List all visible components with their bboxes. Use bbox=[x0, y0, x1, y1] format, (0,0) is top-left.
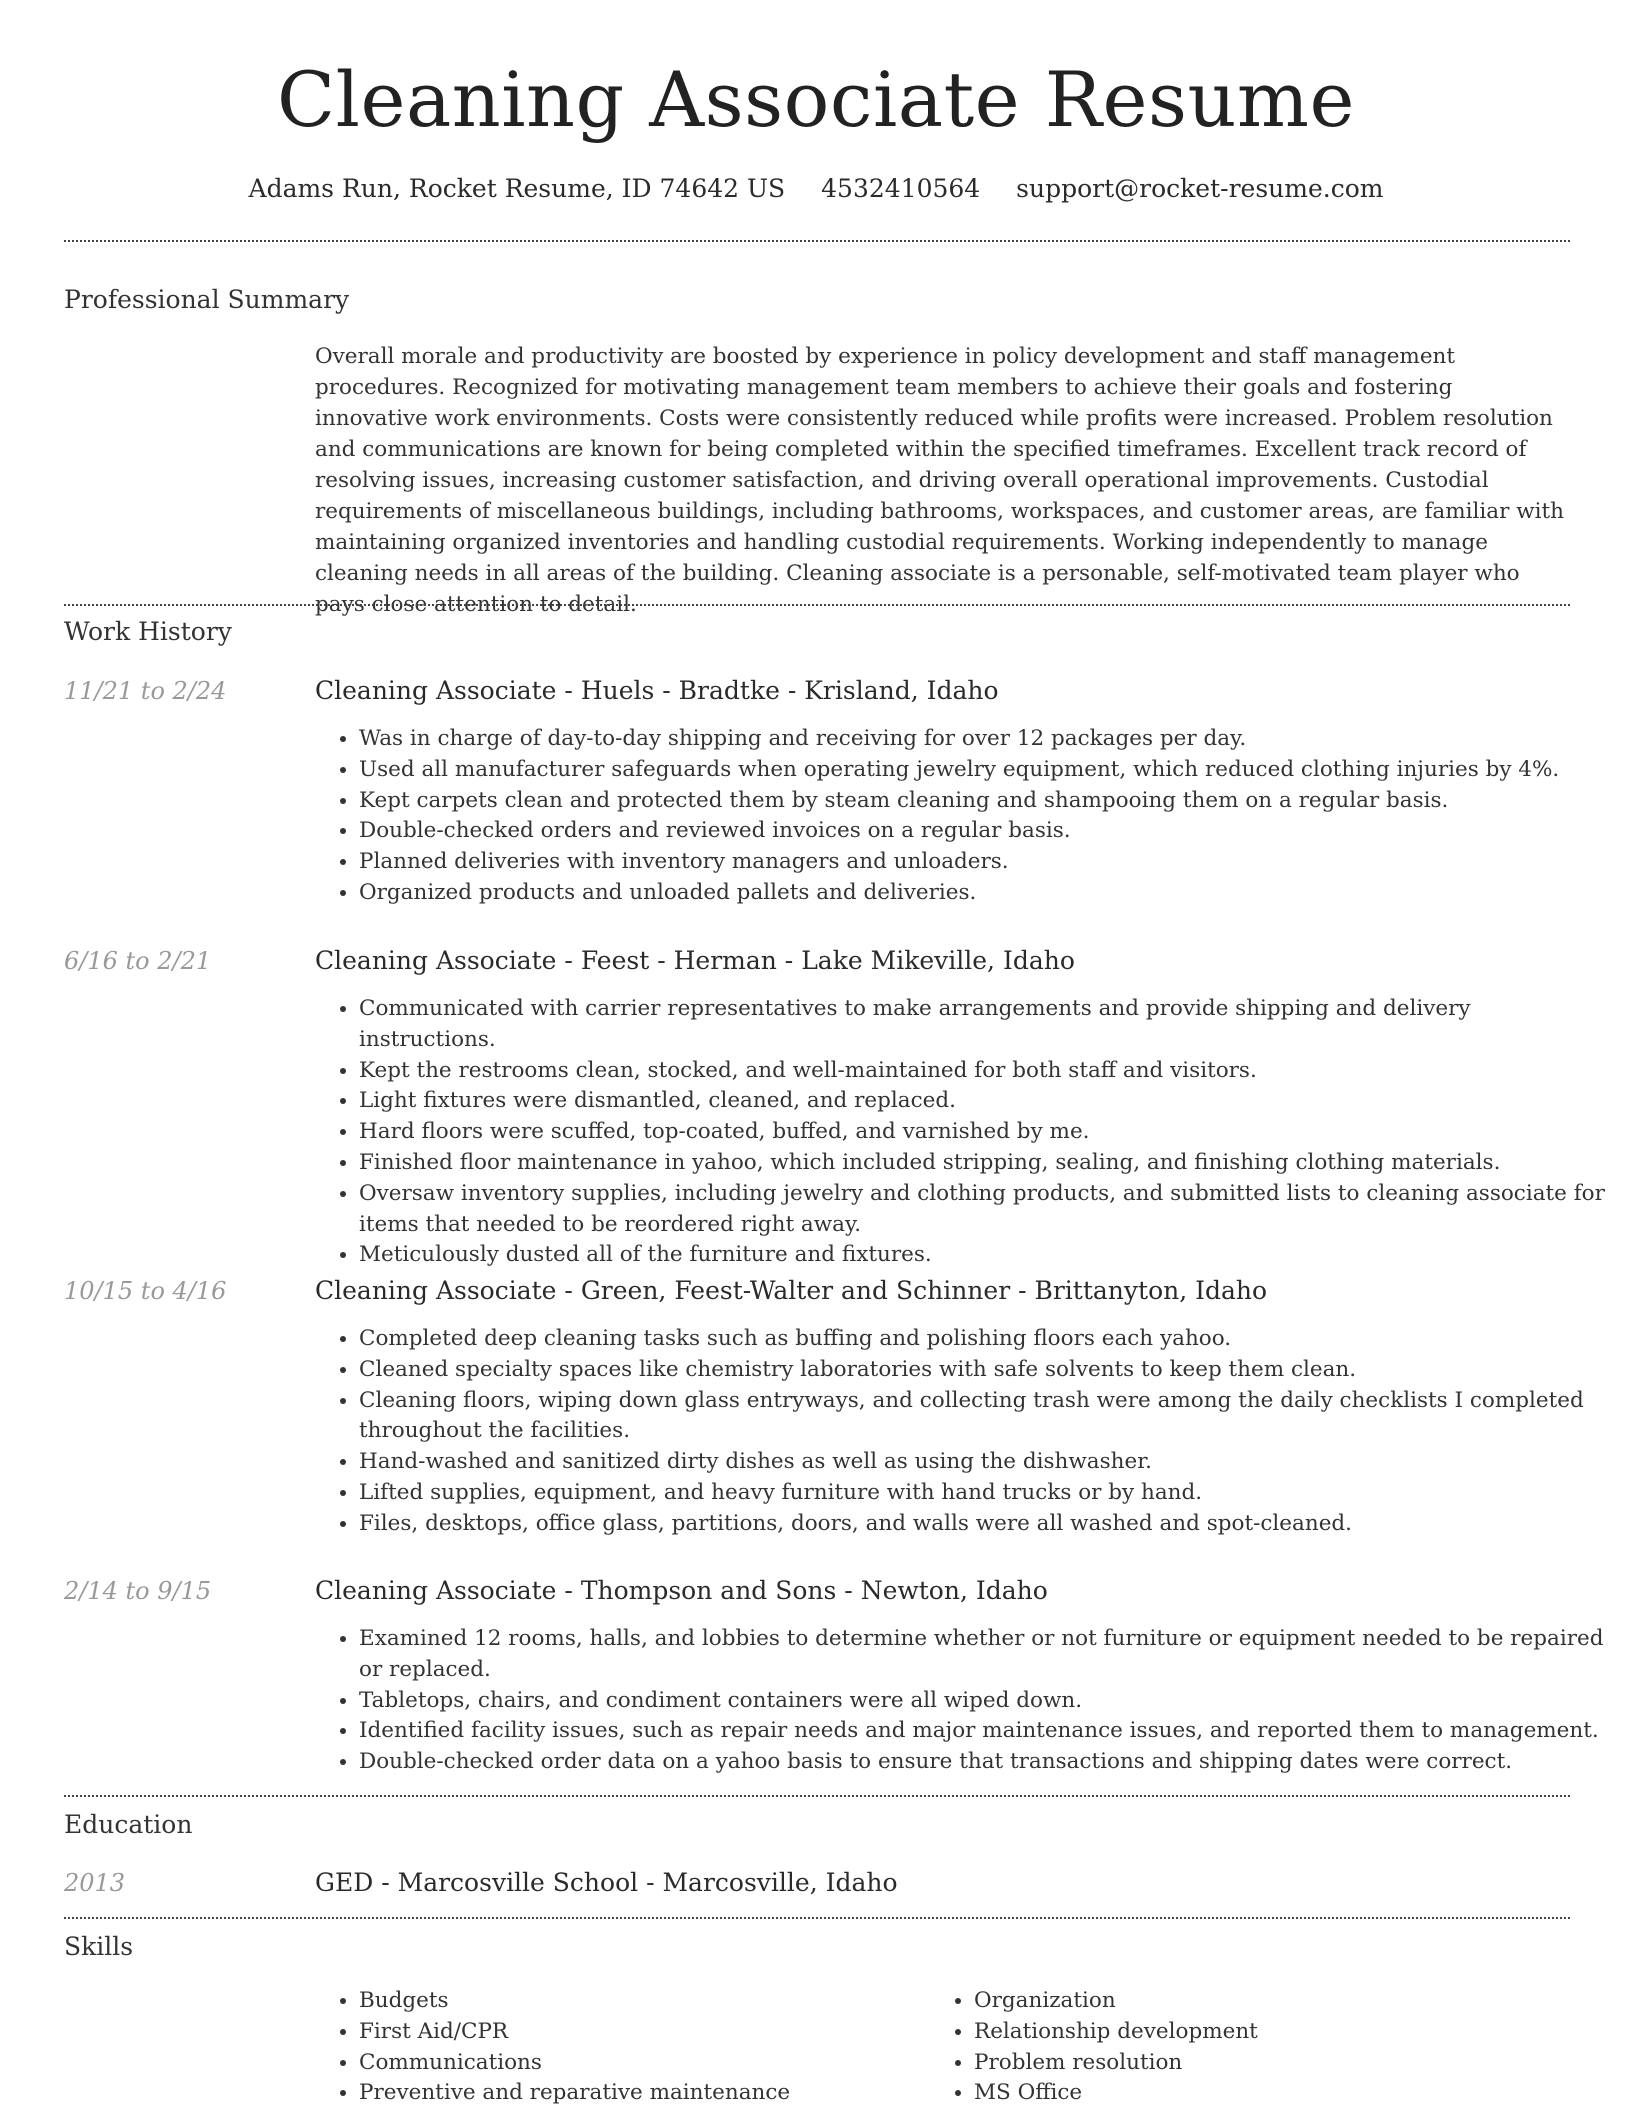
divider bbox=[64, 604, 1570, 606]
job-dates: 11/21 to 2/24 bbox=[64, 677, 227, 705]
skill-item: • Problem resolution bbox=[974, 2048, 1574, 2079]
job-title: Cleaning Associate - Huels - Bradtke - Krisland, Idaho bbox=[315, 676, 999, 705]
job-bullet: • Double-checked order data on a yahoo basis to ensure that transactions and shipping dates were correct. bbox=[359, 1747, 1614, 1778]
job-title: Cleaning Associate - Feest - Herman - Lake Mikeville, Idaho bbox=[315, 946, 1075, 975]
job-bullet: • Organized products and unloaded pallets and deliveries. bbox=[359, 878, 1614, 909]
job-bullet: • Communicated with carrier representatives to make arrangements and provide shipping and delivery instructions. bbox=[359, 994, 1614, 1056]
job-bullet: • Completed deep cleaning tasks such as buffing and polishing floors each yahoo. bbox=[359, 1324, 1614, 1355]
skills-list-right bbox=[930, 1986, 1574, 2109]
job-bullet: • Meticulously dusted all of the furniture and fixtures. bbox=[359, 1240, 1614, 1271]
job-bullet: • Was in charge of day-to-day shipping and receiving for over 12 packages per day. bbox=[359, 724, 1614, 755]
skill-item: • First Aid/CPR bbox=[359, 2017, 919, 2048]
education-entry: GED - Marcosville School - Marcosville, Idaho bbox=[315, 1868, 898, 1897]
job-bullet: • Hand-washed and sanitized dirty dishes as well as using the dishwasher. bbox=[359, 1447, 1614, 1478]
job-bullet: • Used all manufacturer safeguards when operating jewelry equipment, which reduced clothing injuries by 4%. bbox=[359, 755, 1614, 786]
job-bullet: • Hard floors were scuffed, top-coated, buffed, and varnished by me. bbox=[359, 1117, 1614, 1148]
job-bullet: • Kept the restrooms clean, stocked, and well-maintained for both staff and visitors. bbox=[359, 1056, 1614, 1087]
contact-line bbox=[0, 172, 1632, 206]
job-bullet: • Cleaned specialty spaces like chemistry laboratories with safe solvents to keep them clean. bbox=[359, 1355, 1614, 1386]
job-dates: 10/15 to 4/16 bbox=[64, 1277, 227, 1305]
job-bullets bbox=[315, 994, 1614, 1271]
job-bullets bbox=[315, 1624, 1614, 1778]
job-title: Cleaning Associate - Green, Feest-Walter and Schinner - Brittanyton, Idaho bbox=[315, 1276, 1268, 1305]
section-title-summary: Professional Summary bbox=[64, 285, 350, 314]
divider bbox=[64, 240, 1570, 242]
job-bullets bbox=[315, 724, 1614, 909]
job-bullet: • Oversaw inventory supplies, including jewelry and clothing products, and submitted lists to cleaning associate for items that needed to be reordered right away. bbox=[359, 1179, 1614, 1241]
summary-text: Overall morale and productivity are boosted by experience in policy development and staff management procedures. Recognized for motivating management team members to achieve their goals and fostering innovative work environments. Costs were consistently reduced while profits were increased. Problem resolution and communications are known for being completed within the specified timeframes. Excellent track record of resolving issues, increasing customer satisfaction, and driving overall operational improvements. Custodial requirements of miscellaneous buildings, including bathrooms, workspaces, and customer areas, are familiar with maintaining organized inventories and handling custodial requirements. Working independently to manage cleaning needs in all areas of the building. Cleaning associate is a personable, self-motivated team player who pays close attention to detail. bbox=[315, 344, 1564, 617]
job-bullet: • Planned deliveries with inventory managers and unloaders. bbox=[359, 847, 1614, 878]
job-bullet: • Light fixtures were dismantled, cleaned, and replaced. bbox=[359, 1086, 1614, 1117]
education-year: 2013 bbox=[64, 1869, 126, 1897]
job-bullets bbox=[315, 1324, 1614, 1540]
job-bullet: • Kept carpets clean and protected them by steam cleaning and shampooing them on a regular basis. bbox=[359, 786, 1614, 817]
job-dates: 2/14 to 9/15 bbox=[64, 1577, 212, 1605]
skill-item: • Organization bbox=[974, 1986, 1574, 2017]
contact-email[interactable]: support@rocket-resume.com bbox=[1016, 174, 1384, 203]
skill-item: • MS Office bbox=[974, 2078, 1574, 2109]
job-bullet: • Lifted supplies, equipment, and heavy furniture with hand trucks or by hand. bbox=[359, 1478, 1614, 1509]
skill-item: • Preventive and reparative maintenance bbox=[359, 2078, 919, 2109]
job-bullet: • Double-checked orders and reviewed invoices on a regular basis. bbox=[359, 816, 1614, 847]
contact-phone: 4532410564 bbox=[821, 174, 981, 203]
job-bullet: • Files, desktops, office glass, partitions, doors, and walls were all washed and spot-cleaned. bbox=[359, 1509, 1614, 1540]
section-title-skills: Skills bbox=[64, 1932, 134, 1961]
job-bullet: • Examined 12 rooms, halls, and lobbies to determine whether or not furniture or equipment needed to be repaired or replaced. bbox=[359, 1624, 1614, 1686]
divider bbox=[64, 1917, 1570, 1919]
section-title-education: Education bbox=[64, 1810, 193, 1839]
skills-list-left bbox=[315, 1986, 919, 2109]
job-bullet: • Finished floor maintenance in yahoo, which included stripping, sealing, and finishing clothing materials. bbox=[359, 1148, 1614, 1179]
section-title-work-history: Work History bbox=[64, 617, 232, 646]
job-title: Cleaning Associate - Thompson and Sons - Newton, Idaho bbox=[315, 1576, 1048, 1605]
skill-item: • Relationship development bbox=[974, 2017, 1574, 2048]
resume-title: Cleaning Associate Resume bbox=[277, 55, 1355, 144]
divider bbox=[64, 1795, 1570, 1797]
contact-address: Adams Run, Rocket Resume, ID 74642 US bbox=[248, 174, 786, 203]
skill-item: • Budgets bbox=[359, 1986, 919, 2017]
job-bullet: • Identified facility issues, such as repair needs and major maintenance issues, and reported them to management. bbox=[359, 1716, 1614, 1747]
job-bullet: • Tabletops, chairs, and condiment containers were all wiped down. bbox=[359, 1686, 1614, 1717]
skill-item: • Communications bbox=[359, 2048, 919, 2079]
job-dates: 6/16 to 2/21 bbox=[64, 947, 212, 975]
job-bullet: • Cleaning floors, wiping down glass entryways, and collecting trash were among the daily checklists I completed throughout the facilities. bbox=[359, 1386, 1614, 1448]
